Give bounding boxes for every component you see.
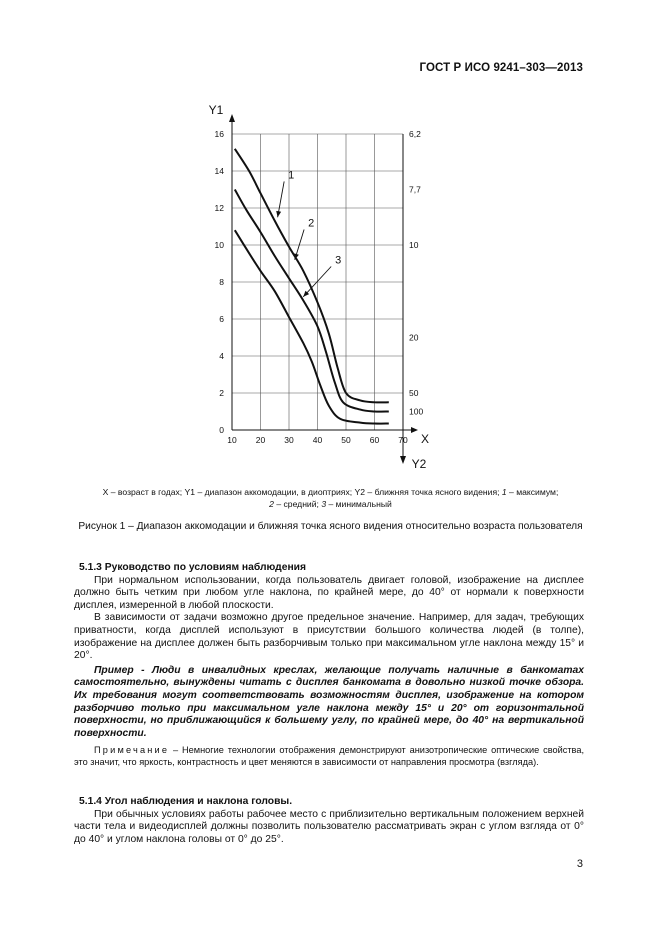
note bbox=[74, 745, 584, 768]
section-title: 5.1.4 Угол наблюдения и наклона головы. bbox=[79, 796, 293, 807]
document-code: ГОСТ Р ИСО 9241–303—2013 bbox=[419, 62, 583, 74]
note-text: – Немногие технологии отображения демонстрируют анизотропические оптические свойства, это значит, что яркость, контрастность и цвет меняются в зависимости от направления просмотра (взгляда). bbox=[74, 745, 584, 767]
annotation-label: 2 bbox=[308, 217, 315, 230]
chart-series bbox=[235, 149, 389, 424]
y1-tick-label: 12 bbox=[214, 203, 224, 213]
x-tick-label: 40 bbox=[312, 435, 323, 445]
annotation-arrowhead bbox=[276, 211, 281, 217]
y1-tick-label: 6 bbox=[219, 314, 224, 324]
section-5-1-4 bbox=[74, 796, 584, 846]
paragraph: В зависимости от задачи возможно другое предельное значение. Например, для задач, требующих приватности, когда дисплей используют в присутствии большого количества людей (в толпе), изображение на дисплее должен быть разборчивым только при максимальном угле наклона между 15° и 20°. bbox=[74, 612, 584, 662]
x-tick-label: 50 bbox=[341, 435, 351, 445]
note-label: Примечание bbox=[94, 745, 170, 755]
y2-tick-label: 100 bbox=[409, 406, 424, 417]
y2-tick-label: 6,2 bbox=[409, 129, 421, 139]
annotation-label: 1 bbox=[288, 169, 295, 182]
x-tick-label: 10 bbox=[227, 435, 237, 445]
y1-tick-label: 8 bbox=[219, 277, 224, 287]
y1-tick-label: 4 bbox=[219, 351, 224, 361]
x-tick-label: 70 bbox=[398, 435, 408, 445]
y1-tick-label: 16 bbox=[214, 129, 224, 139]
paragraph: При обычных условиях работы рабочее место с приблизительно вертикальным положением верхней части тела и видеодисплей должны позволить пользователю рассматривать экран с углом взгляда от 0° до 40° и углом наклона головы от 0° до 25°. bbox=[74, 808, 584, 845]
y2-axis-arrow bbox=[400, 456, 406, 464]
y2-tick-label: 20 bbox=[409, 332, 419, 343]
y2-axis-label: Y2 bbox=[411, 457, 427, 471]
series-line-3 bbox=[235, 230, 389, 423]
section-5-1-3 bbox=[74, 562, 584, 740]
y1-axis-label: Y1 bbox=[208, 103, 224, 117]
y2-tick-label: 10 bbox=[409, 240, 419, 250]
figure-legend: X – возраст в годах; Y1 – диапазон аккомодации, в диоптриях; Y2 – ближняя точка ясного видения; 1 – максимум; 2 – средний; 3 – минимальный bbox=[102, 487, 559, 509]
y1-tick-label: 2 bbox=[219, 388, 224, 398]
section-title: 5.1.3 Руководство по условиям наблюдения bbox=[79, 562, 307, 573]
series-line-1 bbox=[235, 149, 389, 403]
x-tick-label: 30 bbox=[284, 435, 294, 445]
annotation-label: 3 bbox=[335, 254, 342, 267]
paragraph: При нормальном использовании, когда пользователь двигает головой, изображение на дисплее должно быть четким при любом угле наклона, по крайней мере, до 40° от нормали к поверхности дисплея, измеренной в любой плоскости. bbox=[74, 574, 584, 611]
y1-tick-label: 0 bbox=[219, 425, 224, 435]
y1-axis-arrow bbox=[229, 114, 235, 122]
page-number: 3 bbox=[576, 858, 583, 870]
x-tick-label: 60 bbox=[369, 435, 380, 445]
figure-caption: Рисунок 1 – Диапазон аккомодации и ближняя точка ясного видения относительно возраста пользователя bbox=[78, 521, 583, 532]
example-paragraph: Пример - Люди в инвалидных креслах, желающие получать наличные в банкоматах самостоятельно, вынуждены читать с дисплея банкомата в довольно низкой точке обзора. Их требования могут соответствовать возможностям дисплея, изображение на котором разборчиво только при максимальном угле наклона между 15° и 20° от горизонтальной поверхности, но приближающийся к большему углу, по крайней мере, до 40° на вертикальной поверхности. bbox=[74, 664, 584, 739]
y1-tick-label: 10 bbox=[214, 240, 224, 250]
x-axis-label: X bbox=[420, 432, 430, 446]
x-axis-arrow bbox=[411, 427, 418, 433]
y2-tick-label: 50 bbox=[409, 388, 419, 398]
y1-tick-label: 14 bbox=[214, 166, 224, 176]
y2-tick-label: 7,7 bbox=[409, 184, 421, 195]
chart-annotations bbox=[276, 169, 341, 296]
x-tick-label: 20 bbox=[255, 435, 266, 445]
